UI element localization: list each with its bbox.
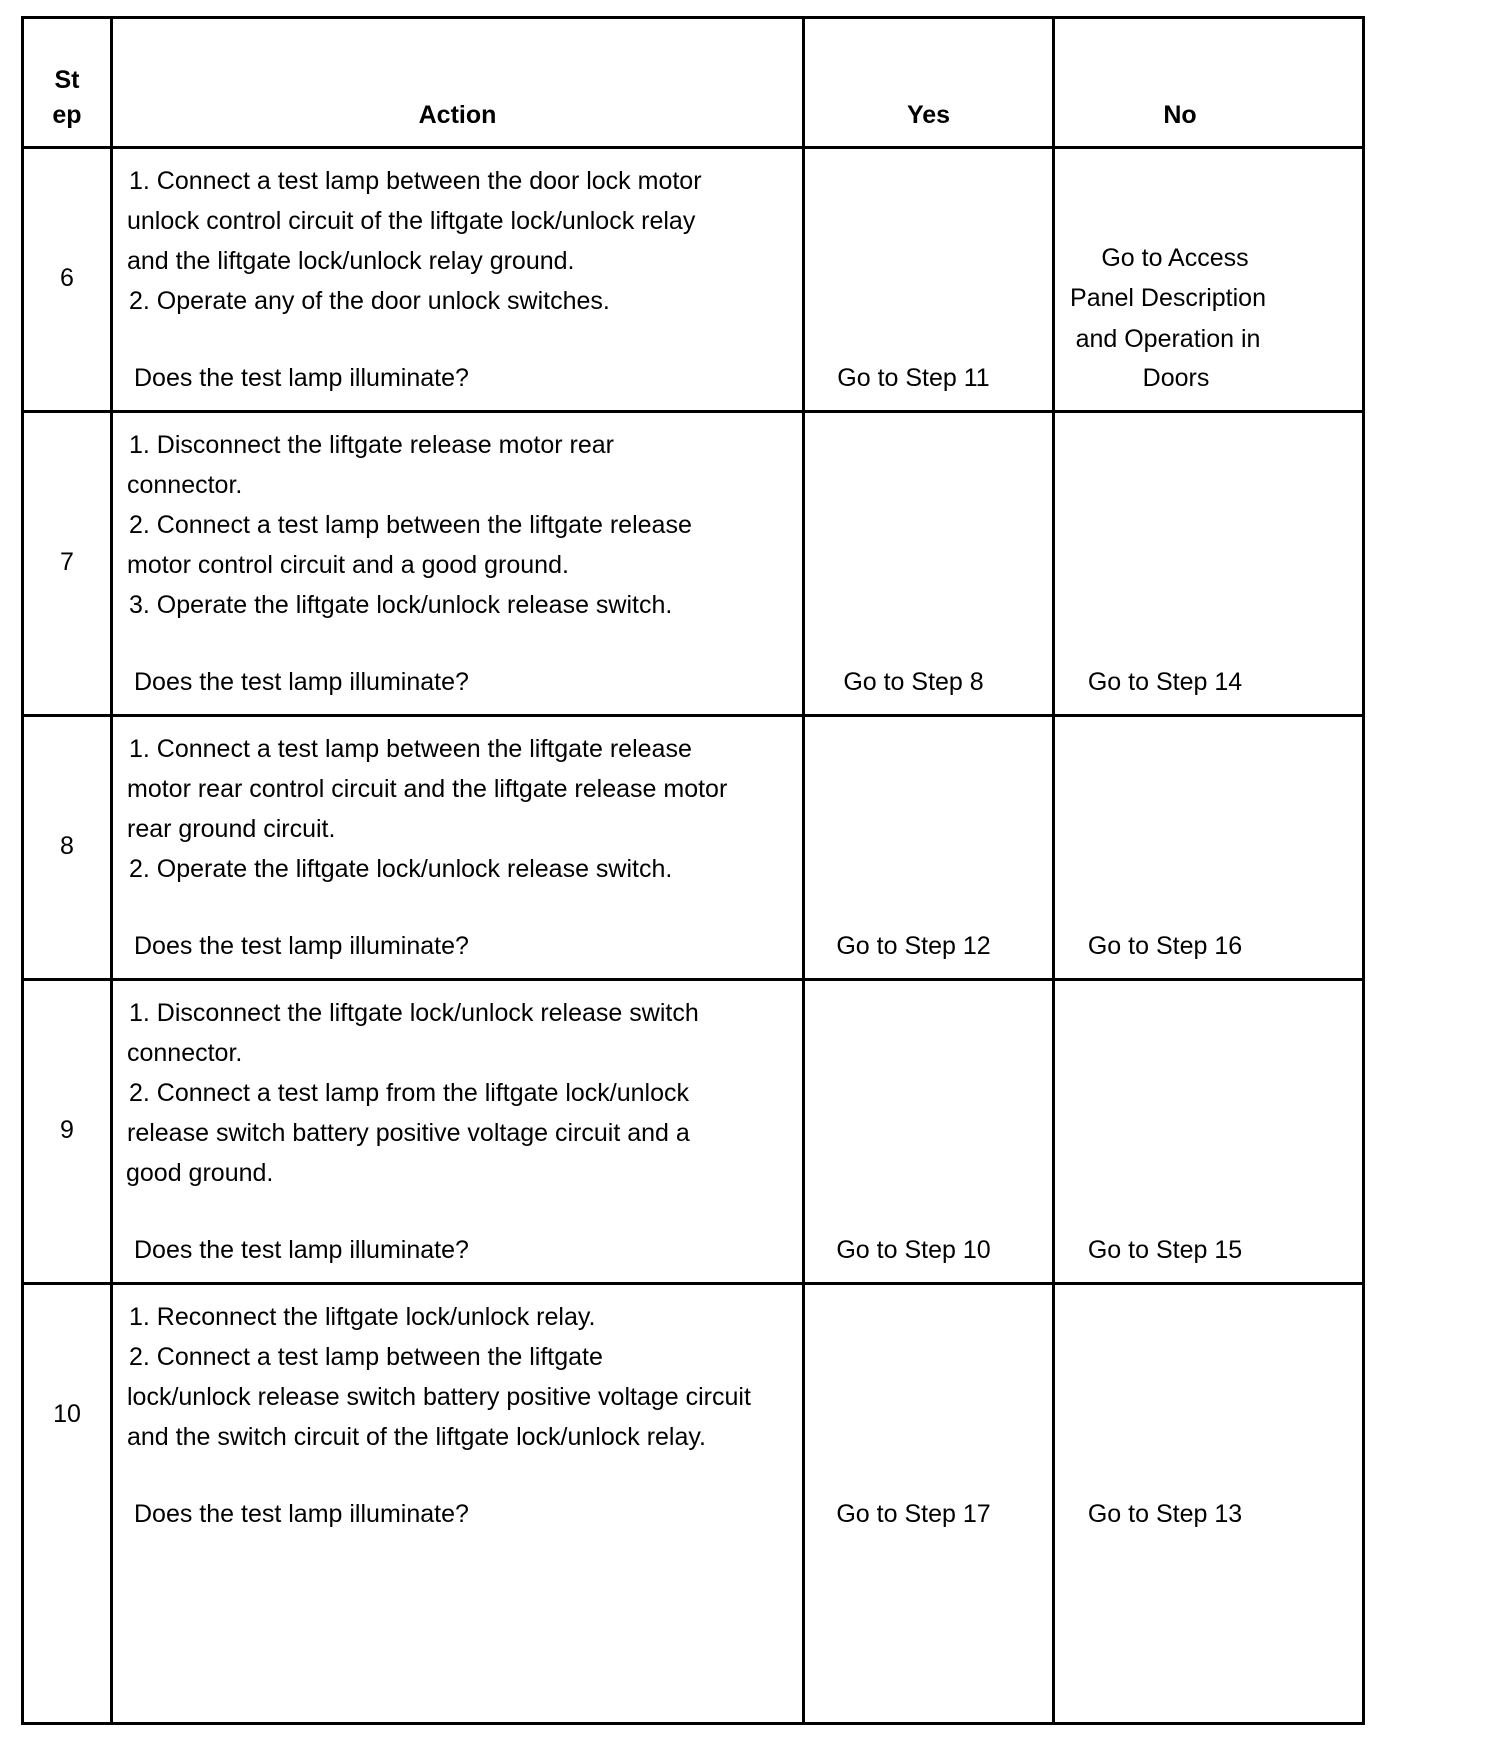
action-question: Does the test lamp illuminate? <box>134 932 469 960</box>
action-line: connector. <box>127 1039 243 1067</box>
step-number: 6 <box>60 264 74 292</box>
action-question: Does the test lamp illuminate? <box>134 1236 469 1264</box>
action-line: and the switch circuit of the liftgate lock/unlock relay. <box>127 1423 706 1451</box>
action-line: motor control circuit and a good ground. <box>127 551 569 579</box>
row-divider <box>21 146 1365 149</box>
yes-result: Go to Step 12 <box>836 932 991 960</box>
header-step-line2: ep <box>52 101 82 129</box>
header-step-line1: St <box>54 66 80 94</box>
row-divider <box>21 410 1365 413</box>
yes-result: Go to Step 8 <box>843 668 984 696</box>
action-line: 2. Operate any of the door unlock switches. <box>129 287 610 315</box>
action-line: 1. Disconnect the liftgate release motor rear <box>129 431 614 459</box>
action-line: 2. Connect a test lamp between the liftgate <box>129 1343 603 1371</box>
column-divider <box>802 16 805 1725</box>
row-divider <box>21 714 1365 717</box>
action-line: 1. Connect a test lamp between the door lock motor <box>129 167 702 195</box>
no-result-line: Doors <box>1142 364 1210 392</box>
action-line: 2. Connect a test lamp between the liftgate release <box>129 511 692 539</box>
yes-result: Go to Step 17 <box>836 1500 991 1528</box>
step-number: 9 <box>60 1116 74 1144</box>
action-line: 2. Operate the liftgate lock/unlock release switch. <box>129 855 673 883</box>
action-line: motor rear control circuit and the liftgate release motor <box>127 775 728 803</box>
action-line: release switch battery positive voltage circuit and a <box>127 1119 690 1147</box>
column-divider <box>110 16 113 1725</box>
step-number: 8 <box>60 832 74 860</box>
action-question: Does the test lamp illuminate? <box>134 1500 469 1528</box>
no-result-line: Go to Step 13 <box>1087 1500 1243 1528</box>
action-line: 1. Disconnect the liftgate lock/unlock release switch <box>129 999 699 1027</box>
header-no: No <box>1163 101 1197 129</box>
action-line: 2. Connect a test lamp from the liftgate lock/unlock <box>129 1079 689 1107</box>
action-line: 1. Reconnect the liftgate lock/unlock relay. <box>129 1303 596 1331</box>
header-yes: Yes <box>906 101 951 129</box>
action-line: connector. <box>127 471 243 499</box>
action-line: good ground. <box>126 1159 274 1187</box>
action-line: lock/unlock release switch battery positive voltage circuit <box>127 1383 751 1411</box>
action-line: 3. Operate the liftgate lock/unlock release switch. <box>129 591 673 619</box>
action-question: Does the test lamp illuminate? <box>134 668 469 696</box>
action-line: and the liftgate lock/unlock relay ground. <box>127 247 575 275</box>
no-result-line: and Operation in <box>1075 325 1261 353</box>
step-number: 7 <box>60 548 74 576</box>
no-result-line: Go to Step 16 <box>1087 932 1243 960</box>
step-number: 10 <box>53 1400 81 1428</box>
action-line: rear ground circuit. <box>127 815 336 843</box>
header-action: Action <box>418 101 497 129</box>
no-result-line: Go to Step 14 <box>1087 668 1243 696</box>
yes-result: Go to Step 11 <box>837 364 990 392</box>
action-question: Does the test lamp illuminate? <box>134 364 469 392</box>
no-result-line: Go to Step 15 <box>1087 1236 1243 1264</box>
action-line: unlock control circuit of the liftgate lock/unlock relay <box>127 207 696 235</box>
row-divider <box>21 978 1365 981</box>
yes-result: Go to Step 10 <box>836 1236 991 1264</box>
no-result-line: Panel Description <box>1070 284 1266 312</box>
row-divider <box>21 1282 1365 1285</box>
no-result-line: Go to Access <box>1101 244 1249 272</box>
action-line: 1. Connect a test lamp between the liftgate release <box>129 735 692 763</box>
